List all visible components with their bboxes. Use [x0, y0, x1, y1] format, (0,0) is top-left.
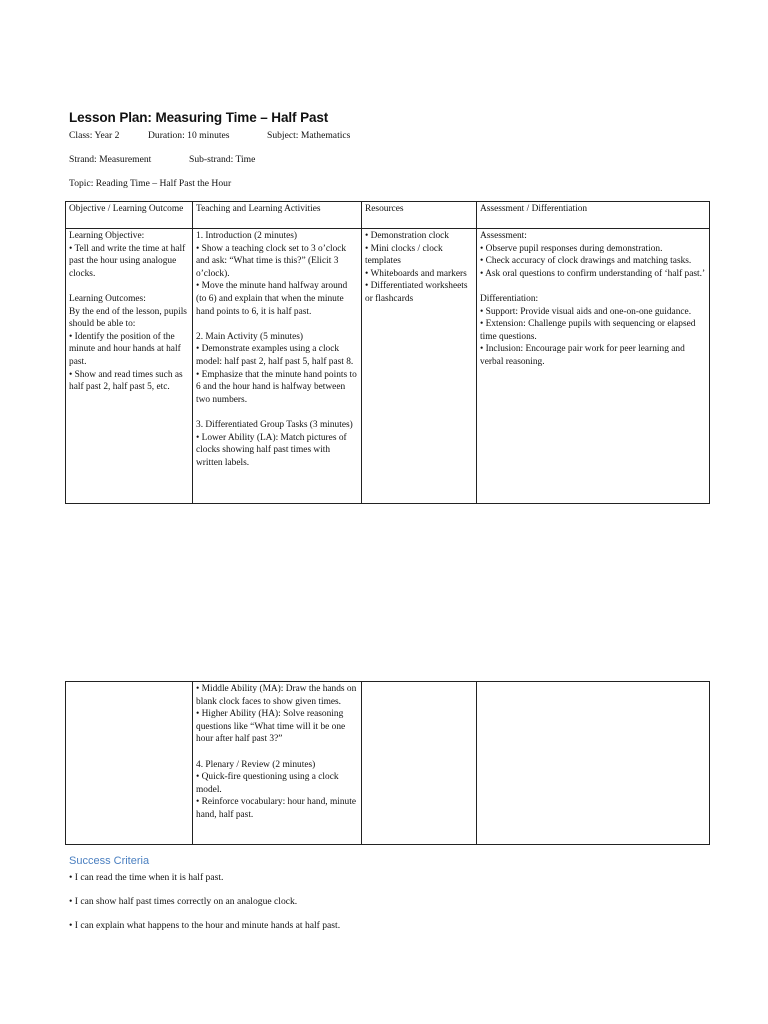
activity-line: • Middle Ability (MA): Draw the hands on blank clock faces to show given times. [196, 684, 359, 707]
strand-label: Strand: Measurement [69, 154, 152, 165]
subject-label: Subject: Mathematics [267, 130, 351, 141]
header-activities: Teaching and Learning Activities [193, 202, 362, 229]
objective-line: Learning Objective: [69, 231, 145, 241]
activities-cell [193, 229, 362, 504]
activity-line: • Show a teaching clock set to 3 o’clock and ask: “What time is this?” (Elicit 3 o’clock). [196, 243, 349, 279]
assessment-line: • Inclusion: Encourage pair work for peer learning and verbal reasoning. [480, 344, 688, 367]
header-objective: Objective / Learning Outcome [66, 202, 193, 229]
objective-line: • Identify the position of the minute and hour hands at half past. [69, 331, 184, 367]
header-resources: Resources [362, 202, 477, 229]
activity-line: 2. Main Activity (5 minutes) [196, 331, 304, 342]
assessment-line: • Check accuracy of clock drawings and matching tasks. [480, 256, 692, 267]
assessment-cell-continued [477, 682, 710, 845]
success-criteria-item: • I can show half past times correctly on an analogue clock. [69, 896, 298, 907]
resource-line: • Differentiated worksheets or flashcards [365, 281, 470, 304]
assessment-line: • Extension: Challenge pupils with sequencing or elapsed time questions. [480, 319, 698, 342]
resource-line: • Mini clocks / clock templates [365, 243, 446, 267]
topic-label: Topic: Reading Time – Half Past the Hour [69, 178, 232, 189]
assessment-cell [477, 229, 710, 504]
resources-cell [362, 229, 477, 504]
resources-cell-continued [362, 682, 477, 845]
meta-line-2 [69, 154, 255, 165]
activity-line: 1. Introduction (2 minutes) [196, 231, 298, 241]
activity-line: 4. Plenary / Review (2 minutes) [196, 759, 316, 770]
table-header-row [66, 202, 710, 229]
assessment-line: Assessment: [480, 231, 527, 241]
substrand-label: Sub-strand: Time [189, 154, 256, 165]
activity-line: • Higher Ability (HA): Solve reasoning questions like “What time will it be one hour after half past 3?” [196, 709, 348, 745]
activity-line: • Lower Ability (LA): Match pictures of clocks showing half past times with written labels. [196, 432, 349, 468]
lesson-table-part-1 [65, 201, 710, 504]
objective-line: • Tell and write the time at half past the hour using analogue clocks. [69, 243, 188, 279]
duration-label: Duration: 10 minutes [148, 130, 230, 141]
class-label: Class: Year 2 [69, 130, 120, 141]
activity-line: • Move the minute hand halfway around (to 6) and explain that when the minute hand points to 6, it is half past. [196, 281, 350, 317]
assessment-line: Differentiation: [480, 293, 539, 304]
objective-line: By the end of the lesson, pupils should be able to: [69, 306, 190, 330]
page-title: Lesson Plan: Measuring Time – Half Past [69, 110, 329, 125]
objective-line: Learning Outcomes: [69, 293, 146, 304]
resource-line: • Demonstration clock [365, 231, 449, 241]
lesson-table-part-2 [65, 681, 710, 845]
header-assessment: Assessment / Differentiation [477, 202, 710, 229]
table-row [66, 682, 710, 845]
objective-cell-continued [66, 682, 193, 845]
activities-cell-continued [193, 682, 362, 845]
activity-line: 3. Differentiated Group Tasks (3 minutes) [196, 419, 353, 430]
success-criteria-item: • I can read the time when it is half past. [69, 872, 224, 883]
activity-line: • Demonstrate examples using a clock model: half past 2, half past 5, half past 8. [196, 344, 354, 367]
table-row [66, 229, 710, 504]
objective-cell [66, 229, 193, 504]
assessment-line: • Ask oral questions to confirm understanding of ‘half past.’ [480, 268, 706, 279]
meta-line-1 [69, 130, 350, 141]
assessment-line: • Support: Provide visual aids and one-on-one guidance. [480, 306, 692, 317]
activity-line: • Emphasize that the minute hand points to 6 and the hour hand is halfway between two numbers. [196, 369, 360, 405]
activity-line: • Quick-fire questioning using a clock model. [196, 772, 341, 795]
objective-line: • Show and read times such as half past 2, half past 5, etc. [69, 369, 186, 393]
activity-line: • Reinforce vocabulary: hour hand, minute hand, half past. [196, 797, 359, 820]
resource-line: • Whiteboards and markers [365, 268, 467, 279]
assessment-line: • Observe pupil responses during demonstration. [480, 243, 663, 254]
success-criteria-item: • I can explain what happens to the hour and minute hands at half past. [69, 920, 341, 931]
success-criteria-heading: Success Criteria [69, 855, 150, 867]
